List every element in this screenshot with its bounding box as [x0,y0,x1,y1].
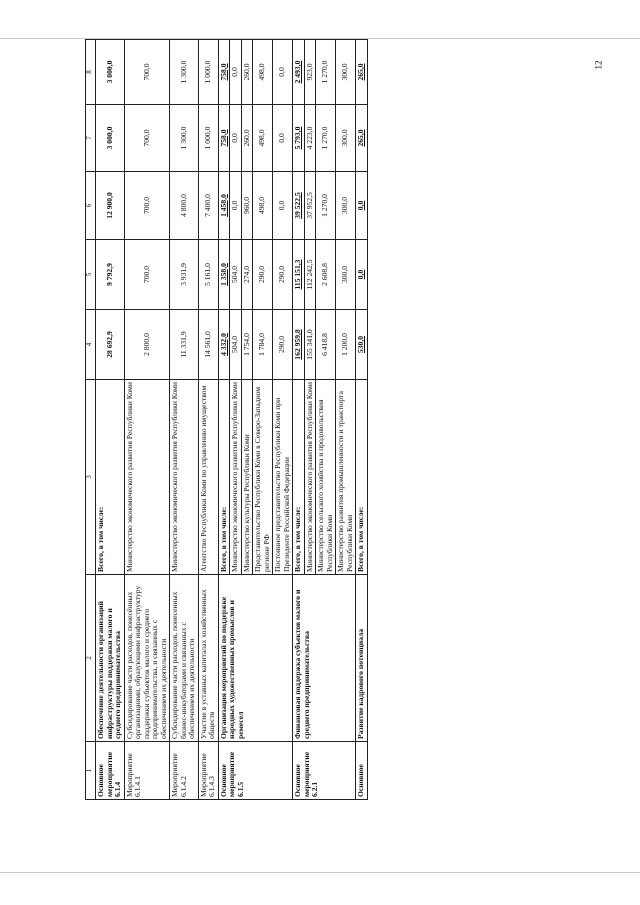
amount-cell: 1 358,0 [218,240,230,310]
amount-cell: 300,0 [336,240,356,310]
amount-cell: 4 332,0 [218,310,230,380]
amount-cell: 1 200,0 [336,310,356,380]
activity-code: Основное мероприятие 6.1.5 [218,742,293,800]
amount-cell: 700,0 [124,105,170,172]
amount-cell: 0,0 [356,240,368,310]
executor-name: Министерство культуры Республики Коми [241,380,253,575]
table-row [218,40,230,800]
amount-cell: 6 418,8 [316,310,336,380]
activity-name: Обеспечение деятельности организаций инфраструктуры поддержки малого и среднего предпринимательства [96,575,125,742]
amount-cell: 0,0 [273,105,293,172]
amount-cell: 0,0 [230,172,242,240]
executor-name: Всего, в том числе: [293,380,305,575]
amount-cell: 3 000,0 [96,105,125,172]
amount-cell: 162 959,8 [293,310,305,380]
amount-cell: 0,0 [230,105,242,172]
budget-table [85,39,368,800]
amount-cell: 498,0 [253,40,273,105]
amount-cell: 1 458,0 [218,172,230,240]
amount-cell: 1 000,0 [198,105,218,172]
amount-cell: 290,0 [273,310,293,380]
amount-cell: 0,0 [230,40,242,105]
amount-cell: 274,0 [241,240,253,310]
amount-cell: 0,0 [273,172,293,240]
activity-code: Основное [356,742,368,800]
activity-name: Субсидирование части расходов, понесенных бизнес-инкубаторами и связанных с обеспечением их деятельности [170,575,199,742]
column-number-header: 2 [86,575,96,742]
activity-name: Развитие кадрового потенциала [356,575,368,742]
amount-cell: 1 270,0 [316,105,336,172]
activity-name: Субсидирование части расходов, понесённых организациями, образующими инфраструктуру поддержки субъектов малого и среднего предпринимательства, и связанных с обеспечением их деятельности [124,575,170,742]
table-row [124,40,170,800]
amount-cell: 2 493,0 [293,40,305,105]
amount-cell: 112 242,5 [304,240,316,310]
amount-cell: 700,0 [124,240,170,310]
executor-name: Министерство экономического развития Республики Коми [170,380,199,575]
amount-cell: 1 784,0 [253,310,273,380]
amount-cell: 758,0 [218,40,230,105]
executor-name: Всего, в том числе: [96,380,125,575]
amount-cell: 9 792,9 [96,240,125,310]
amount-cell: 4 800,0 [170,172,199,240]
column-number-header: 8 [86,40,96,105]
column-number-header: 7 [86,105,96,172]
rotated-table-page [85,40,565,800]
amount-cell: 2 800,0 [124,310,170,380]
amount-cell: 3 000,0 [96,40,125,105]
amount-cell: 265,0 [356,105,368,172]
column-number-header: 5 [86,240,96,310]
amount-cell: 1 000,0 [198,40,218,105]
activity-code: Основное мероприятие 6.2.1 [293,742,356,800]
executor-name: Представительство Республики Коми в Северо-Западном регионе РФ [253,380,273,575]
amount-cell: 37 952,5 [304,172,316,240]
amount-cell: 115 151,3 [293,240,305,310]
executor-name: Министерство экономического развития Республики Коми [124,380,170,575]
amount-cell: 1 300,0 [170,40,199,105]
executor-name: Министерство развития промышленности и транспорта Республики Коми [336,380,356,575]
amount-cell: 1 754,0 [241,310,253,380]
table-row [293,40,305,800]
page-number: 12 [593,60,604,70]
amount-cell: 504,0 [230,310,242,380]
amount-cell: 700,0 [124,40,170,105]
amount-cell: 0,0 [356,172,368,240]
activity-name: Финансовая поддержка субъектов малого и среднего предпринимательства [293,575,356,742]
activity-code: Мероприятие 6.1.4.1 [124,742,170,800]
amount-cell: 530,0 [356,310,368,380]
amount-cell: 300,0 [336,172,356,240]
executor-name: Министерство экономического развития Республики Коми [230,380,242,575]
amount-cell: 923,0 [304,40,316,105]
amount-cell: 12 900,0 [96,172,125,240]
amount-cell: 300,0 [336,105,356,172]
amount-cell: 265,0 [356,40,368,105]
amount-cell: 300,0 [336,40,356,105]
amount-cell: 0,0 [273,40,293,105]
column-number-header: 1 [86,742,96,800]
amount-cell: 5 161,0 [198,240,218,310]
amount-cell: 504,0 [230,240,242,310]
amount-cell: 700,0 [124,172,170,240]
amount-cell: 11 331,9 [170,310,199,380]
executor-name: Агентство Республики Коми по управлению имуществом [198,380,218,575]
amount-cell: 155 341,0 [304,310,316,380]
activity-name: Организация мероприятий по поддержке народных художественных промыслов и ремесел [218,575,293,742]
executor-name: Министерство сельского хозяйства и продовольствия Республики Коми [316,380,336,575]
amount-cell: 290,0 [253,240,273,310]
amount-cell: 5 793,0 [293,105,305,172]
amount-cell: 260,0 [241,40,253,105]
amount-cell: 1 300,0 [170,105,199,172]
table-row [170,40,199,800]
activity-code: Основное мероприятие 6.1.4 [96,742,125,800]
amount-cell: 4 223,0 [304,105,316,172]
activity-code: Мероприятие 6.1.4.2 [170,742,199,800]
amount-cell: 2 608,8 [316,240,336,310]
amount-cell: 7 400,0 [198,172,218,240]
amount-cell: 498,0 [253,105,273,172]
amount-cell: 758,0 [218,105,230,172]
executor-name: Постоянное представительство Республики Коми при Президенте Российской Федерации [273,380,293,575]
amount-cell: 3 931,9 [170,240,199,310]
table-row [356,40,368,800]
scan-edge-bottom [0,872,640,873]
executor-name: Всего, в том числе: [218,380,230,575]
amount-cell: 960,0 [241,172,253,240]
table-row [96,40,125,800]
amount-cell: 260,0 [241,105,253,172]
executor-name: Всего, в том числе: [356,380,368,575]
header-row [86,40,96,800]
executor-name: Министерство экономического развития Республики Коми [304,380,316,575]
amount-cell: 1 270,0 [316,40,336,105]
amount-cell: 498,0 [253,172,273,240]
amount-cell: 28 692,9 [96,310,125,380]
activity-name: Участие в уставных капиталах хозяйственных обществ [198,575,218,742]
column-number-header: 6 [86,172,96,240]
amount-cell: 290,0 [273,240,293,310]
table-row [198,40,218,800]
amount-cell: 1 270,0 [316,172,336,240]
activity-code: Мероприятие 6.1.4.3 [198,742,218,800]
column-number-header: 4 [86,310,96,380]
amount-cell: 14 561,0 [198,310,218,380]
amount-cell: 39 522,5 [293,172,305,240]
column-number-header: 3 [86,380,96,575]
